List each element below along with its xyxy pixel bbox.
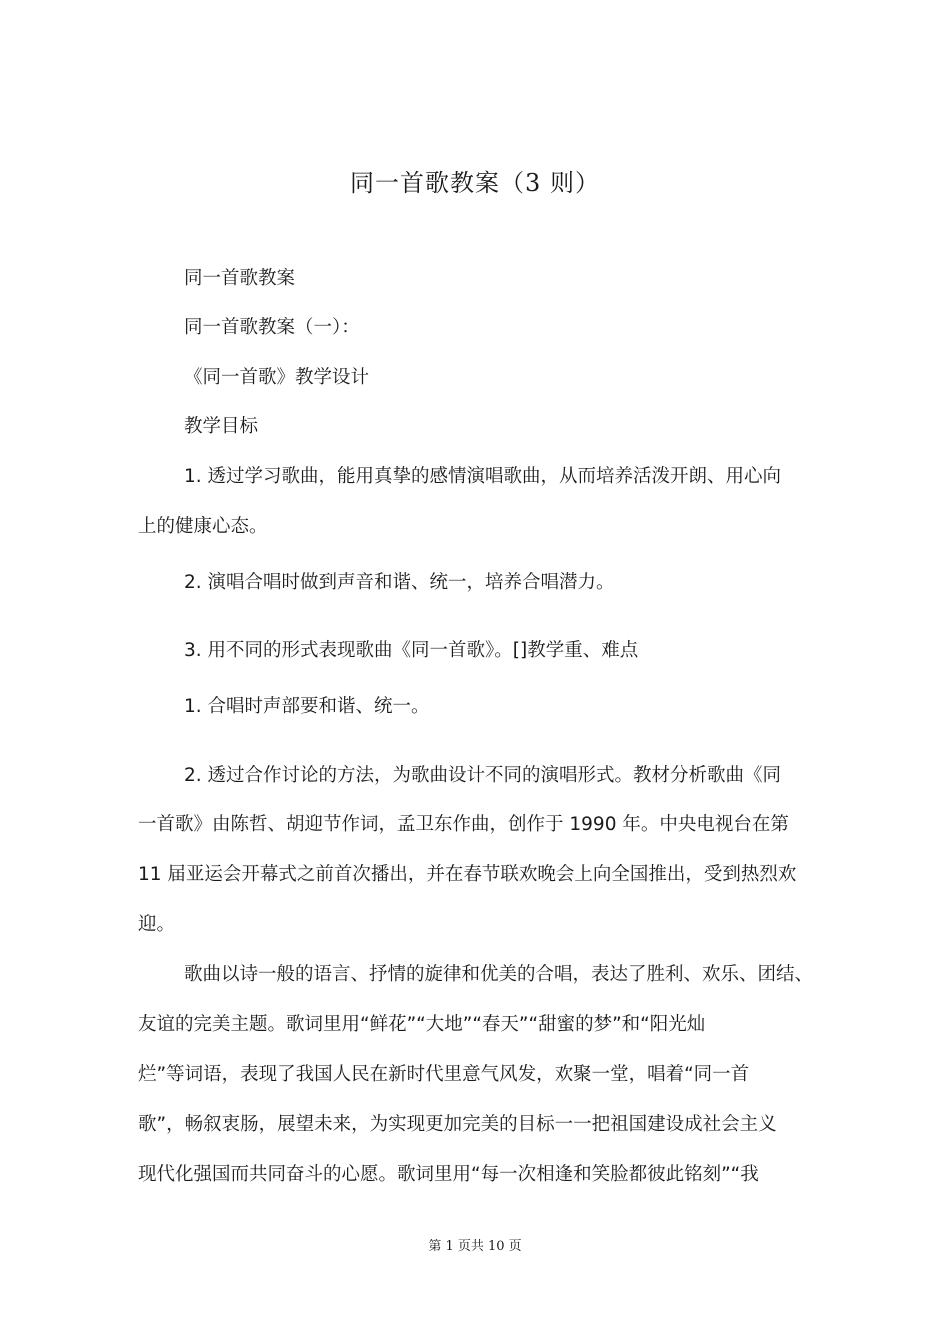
paragraph-line: 2. 演唱合唱时做到声音和谐、统一，培养合唱潜力。 <box>184 572 615 593</box>
paragraph-line: 迎。 <box>138 914 176 935</box>
paragraph-line: 上的健康心态。 <box>138 516 268 537</box>
section-heading: 同一首歌教案 <box>184 268 296 289</box>
paragraph-line: 3. 用不同的形式表现歌曲《同一首歌》。[]教学重、难点 <box>184 640 639 661</box>
paragraph-line: 2. 透过合作讨论的方法，为歌曲设计不同的演唱形式。教材分析歌曲《同 <box>184 765 782 786</box>
document-title: 同一首歌教案（3 则） <box>350 169 600 197</box>
paragraph-line: 歌曲以诗一般的语言、抒情的旋律和优美的合唱，表达了胜利、欢乐、团结、 <box>184 964 814 985</box>
paragraph-line: 11 届亚运会开幕式之前首次播出，并在春节联欢晚会上向全国推出，受到热烈欢 <box>138 864 797 885</box>
paragraph-line: 现代化强国而共同奋斗的心愿。歌词里用“每一次相逢和笑脸都彼此铭刻”“我 <box>138 1164 759 1185</box>
subsection-heading: 同一首歌教案（一）： <box>184 317 360 338</box>
paragraph-line: 1. 透过学习歌曲，能用真挚的感情演唱歌曲，从而培养活泼开朗、用心向 <box>184 466 782 487</box>
paragraph-line: 烂”等词语，表现了我国人民在新时代里意气风发，欢聚一堂，唱着“同一首 <box>138 1064 750 1085</box>
page-footer: 第 1 页共 10 页 <box>428 1239 522 1254</box>
objectives-heading: 教学目标 <box>184 416 259 437</box>
paragraph-line: 1. 合唱时声部要和谐、统一。 <box>184 696 430 717</box>
paragraph-line: 一首歌》由陈哲、胡迎节作词，孟卫东作曲，创作于 1990 年。中央电视台在第 <box>138 814 789 835</box>
paragraph-line: 友谊的完美主题。歌词里用“鲜花”“大地”“春天”“甜蜜的梦”和“阳光灿 <box>138 1014 706 1035</box>
paragraph-line: 歌”，畅叙衷肠，展望未来，为实现更加完美的目标一一把祖国建设成社会主义 <box>138 1114 777 1135</box>
design-heading: 《同一首歌》教学设计 <box>184 367 370 388</box>
